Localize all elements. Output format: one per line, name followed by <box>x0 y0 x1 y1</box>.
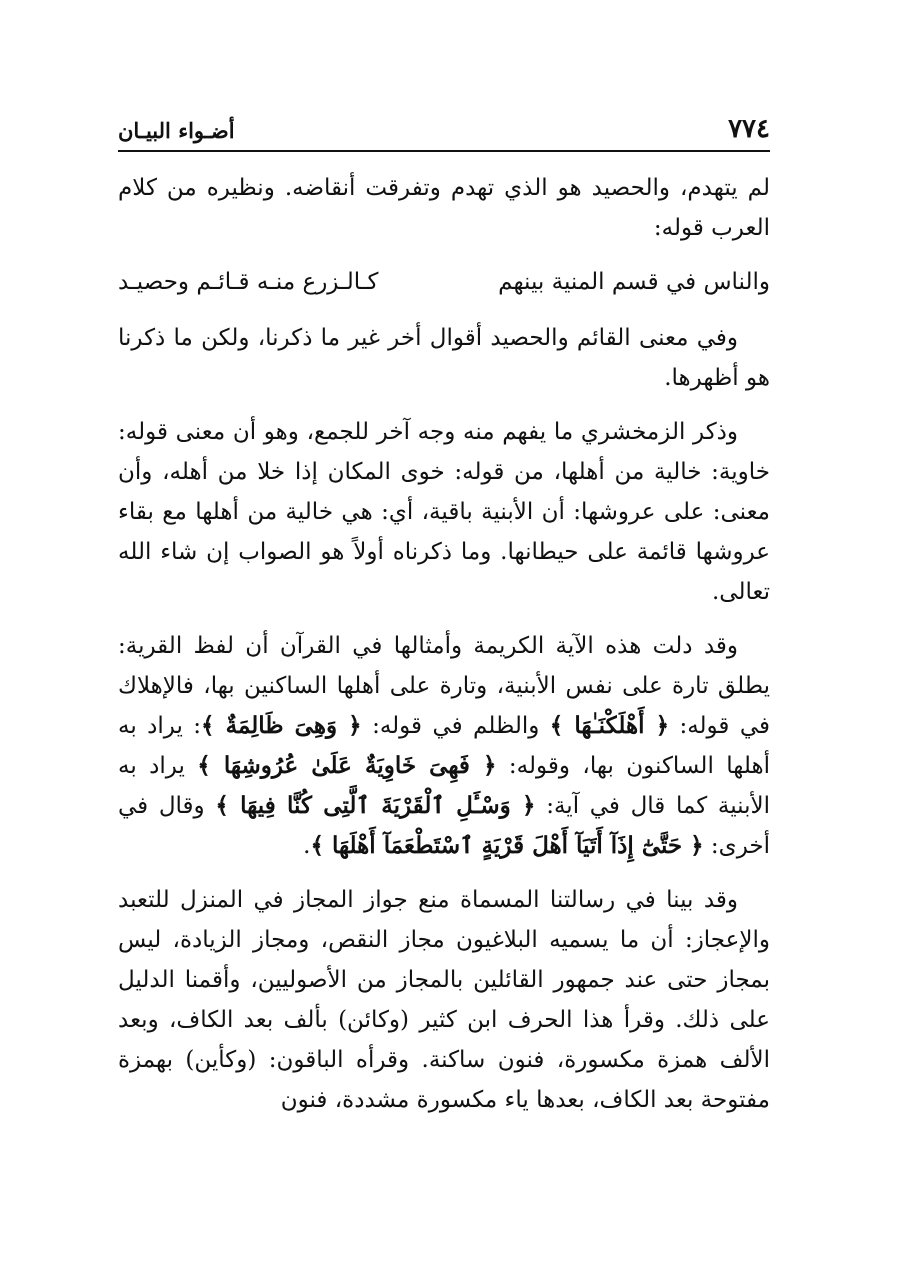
header-rule <box>118 150 770 152</box>
running-title: أضـواء البيـان <box>118 118 235 143</box>
paragraph-text: وقال في أخرى: <box>118 793 770 859</box>
paragraph-text: وقد دلت هذه الآية الكريمة وأمثالها في القرآن أن لفظ القرية: يطلق تارة على نفس الأبنية، وتارة على أهلها الساكنين بها، فالإهلاك في قوله: <box>118 633 770 739</box>
quran-paragraph <box>118 626 770 866</box>
paragraph: لم يتهدم، والحصيد هو الذي تهدم وتفرقت أنقاضه. ونظيره من كلام العرب قوله: <box>118 175 770 241</box>
paragraph: وقد بينا في رسالتنا المسماة منع جواز المجاز في المنزل للتعبد والإعجاز: أن ما يسميه البلاغيون مجاز النقص، ومجاز الزيادة، ليس بمجاز حتى عند جمهور القائلين بالمجاز من الأصوليين، وأقمنا الدليل على ذلك. وقرأ هذا الحرف ابن كثير (وكائن) بألف بعد الكاف، وبعد الألف همزة مكسورة، فنون ساكنة. وقرأه الباقون: (وكأين) بهمزة مفتوحة بعد الكاف، بعدها ياء مكسورة مشددة، فنون <box>118 887 770 1113</box>
quran-quote: ﴿ أَهْلَكْنَـٰهَا ﴾ <box>549 712 670 739</box>
paragraph: وذكر الزمخشري ما يفهم منه وجه آخر للجمع، وهو أن معنى قوله: خاوية: خالية من أهلها، من قوله: خوى المكان إذا خلا من أهله، وأن معنى: على عروشها: أن الأبنية باقية، أي: هي خالية من أهلها مع بقاء عروشها قائمة على حيطانها. وما ذكرناه أولاً هو الصواب إن شاء الله تعالى. <box>118 419 770 605</box>
quran-quote: ﴿ فَهِىَ خَاوِيَةٌ عَلَىٰ عُرُوشِهَا ﴾ <box>197 752 497 779</box>
quran-quote: ﴿ وَهِىَ ظَالِمَةٌ ﴾ <box>201 712 362 739</box>
quran-quote: ﴿ وَسْـَٔلِ ٱلْقَرْيَةَ ٱلَّتِى كُنَّا فِيهَا ﴾ <box>215 792 536 819</box>
page-number: ٧٧٤ <box>728 114 770 144</box>
verse-second-hemistich: كـالـزرع منـه قـائـم وحصيـد <box>118 269 379 295</box>
body-text <box>118 168 770 1134</box>
paragraph-text: : يراد به أهلها الساكنون بها، وقوله: <box>118 713 770 779</box>
paragraph-text: . <box>303 833 311 859</box>
verse-first-hemistich: والناس في قسم المنية بينهم <box>498 269 770 295</box>
poetry-verse <box>118 262 770 302</box>
paragraph-text: يراد به الأبنية كما قال في آية: <box>118 753 770 819</box>
paragraph-text: والظلم في قوله: <box>361 713 550 739</box>
paragraph: وفي معنى القائم والحصيد أقوال أخر غير ما ذكرنا، ولكن ما ذكرنا هو أظهرها. <box>118 325 770 391</box>
page-header <box>118 110 770 150</box>
quran-quote: ﴿ حَتَّىٰٓ إِذَآ أَتَيَآ أَهْلَ قَرْيَةٍ ٱسْتَطْعَمَآ أَهْلَهَا ﴾ <box>310 832 704 859</box>
